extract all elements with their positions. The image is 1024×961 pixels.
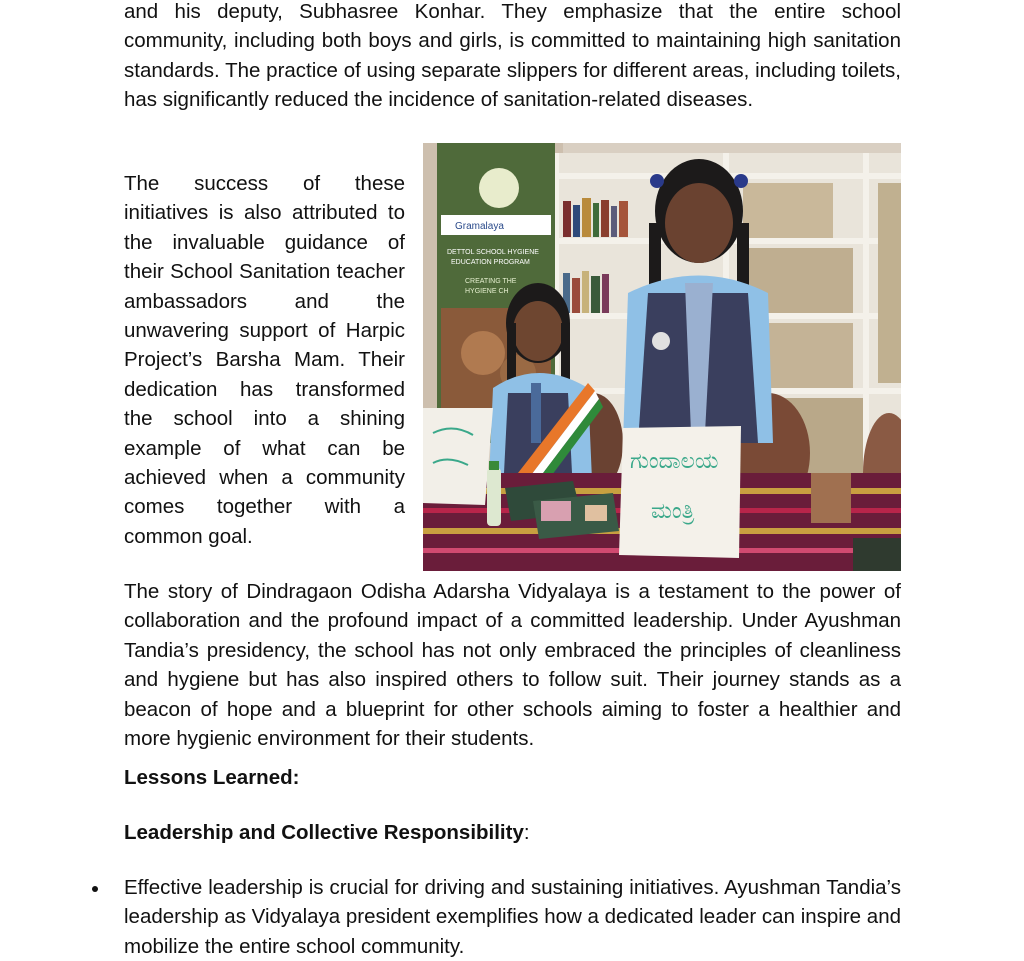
banner-line-3: CREATING THE bbox=[465, 278, 517, 285]
sanitizer-bottle bbox=[487, 468, 501, 526]
banner-brand: Gramalaya bbox=[455, 221, 504, 232]
sign-right bbox=[619, 426, 741, 558]
sign-left bbox=[423, 408, 493, 505]
banner-line-1: DETTOL SCHOOL HYGIENE bbox=[447, 249, 539, 256]
bullet-icon bbox=[92, 886, 98, 892]
banner-line-4: HYGIENE CH bbox=[465, 288, 509, 295]
list-item bbox=[124, 873, 901, 961]
heading-leadership bbox=[124, 818, 530, 847]
bullet-text: Effective leadership is crucial for driving and sustaining initiatives. Ayushman Tandia’s leadership as Vidyalaya president exemplifies how a dedicated leader can inspire and mobilize the entire school community. bbox=[124, 876, 901, 958]
sign-right-line-1: ಗುಂದಾಲಯ bbox=[630, 449, 719, 474]
sign-right-line-2: ಮಂತ್ರಿ bbox=[651, 499, 695, 524]
paragraph-intro: and his deputy, Subhasree Konhar. They emphasize that the entire school community, including both boys and girls, is committed to maintaining high sanitation standards. The practice of using separate slippers for different areas, including toilets, has significantly reduced the incidence of sanitation-related diseases. bbox=[124, 0, 901, 112]
heading-leadership-colon: : bbox=[523, 821, 530, 844]
heading-leadership-text: Leadership and Collective Responsibility bbox=[124, 821, 524, 844]
heading-lessons-learned: Lessons Learned: bbox=[124, 766, 300, 789]
paragraph-success: The success of these initiatives is also attributed to the invaluable guidance of their School Sanitation teacher ambassadors and the unwavering support of Harpic Project’s Barsha Mam. Their dedication has transformed the school into a shining example of what can be achieved when a community comes together with a common goal. bbox=[124, 172, 405, 548]
paragraph-story: The story of Dindragaon Odisha Adarsha Vidyalaya is a testament to the power of collaboration and the profound impact of a committed leadership. Under Ayushman Tandia’s presidency, the school has not only embraced the principles of cleanliness and hygiene but has also inspired others to follow suit. Their journey stands as a beacon of hope and a blueprint for other schools aiming to foster a healthier and more hygienic environment for their students. bbox=[124, 580, 901, 751]
students-photo bbox=[423, 143, 901, 571]
lessons-bullet-list bbox=[124, 873, 901, 961]
banner-line-2: EDUCATION PROGRAM bbox=[451, 259, 530, 266]
